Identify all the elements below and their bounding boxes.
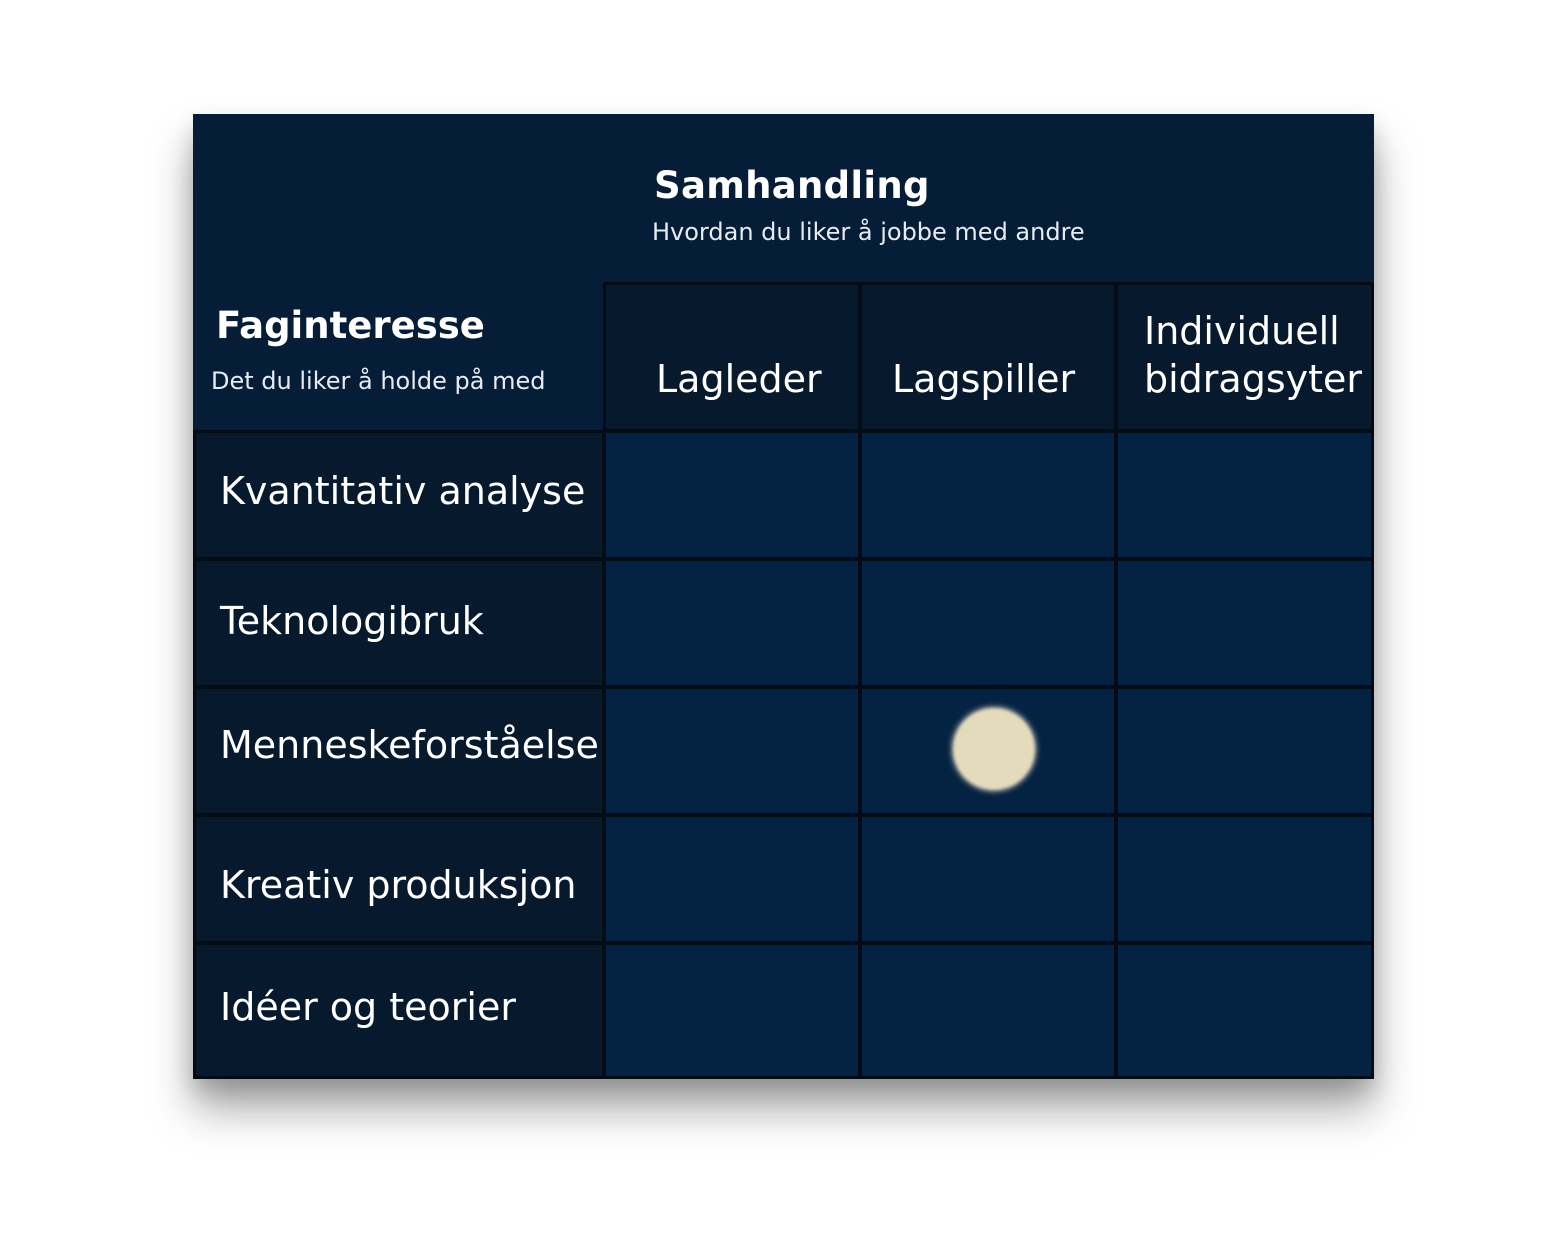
column-label-line1: Individuell — [1144, 309, 1340, 353]
row-header-menneskeforstaelse — [193, 686, 605, 816]
column-label-line2: bidragsyter — [1144, 357, 1363, 401]
grid-cell[interactable] — [603, 814, 861, 944]
row-header-ideer-og-teorier — [193, 942, 605, 1079]
top-header — [193, 114, 1374, 282]
grid-cell[interactable] — [603, 430, 861, 560]
column-label: Lagleder — [656, 357, 822, 401]
row-header-kvantitativ-analyse — [193, 430, 605, 560]
grid-cell-selected[interactable] — [859, 686, 1117, 816]
column-header-lagleder — [603, 282, 861, 432]
matrix-grid — [193, 282, 1374, 1079]
samhandling-title: Samhandling — [654, 164, 930, 207]
position-marker — [953, 708, 1035, 790]
faginteresse-title: Faginteresse — [216, 304, 485, 347]
row-header-teknologibruk — [193, 558, 605, 688]
grid-cell[interactable] — [859, 814, 1117, 944]
column-label: Lagspiller — [892, 357, 1076, 401]
row-label: Kreativ produksjon — [220, 863, 577, 907]
grid-cell[interactable] — [1115, 558, 1374, 688]
grid-cell[interactable] — [859, 430, 1117, 560]
grid-cell[interactable] — [859, 942, 1117, 1079]
column-header-lagspiller — [859, 282, 1117, 432]
grid-cell[interactable] — [1115, 430, 1374, 560]
row-label: Menneskeforståelse — [220, 723, 599, 767]
faginteresse-subtitle: Det du liker å holde på med — [211, 367, 546, 395]
matrix-card — [193, 114, 1374, 1079]
samhandling-subtitle: Hvordan du liker å jobbe med andre — [652, 218, 1085, 246]
row-label: Kvantitativ analyse — [220, 469, 586, 513]
grid-cell[interactable] — [603, 558, 861, 688]
column-header-individuell-bidragsyter — [1115, 282, 1374, 432]
grid-cell[interactable] — [603, 686, 861, 816]
row-header-kreativ-produksjon — [193, 814, 605, 944]
grid-cell[interactable] — [1115, 942, 1374, 1079]
row-label: Idéer og teorier — [220, 985, 516, 1029]
grid-cell[interactable] — [1115, 814, 1374, 944]
grid-cell[interactable] — [859, 558, 1117, 688]
row-label: Teknologibruk — [220, 599, 484, 643]
grid-cell[interactable] — [603, 942, 861, 1079]
grid-cell[interactable] — [1115, 686, 1374, 816]
